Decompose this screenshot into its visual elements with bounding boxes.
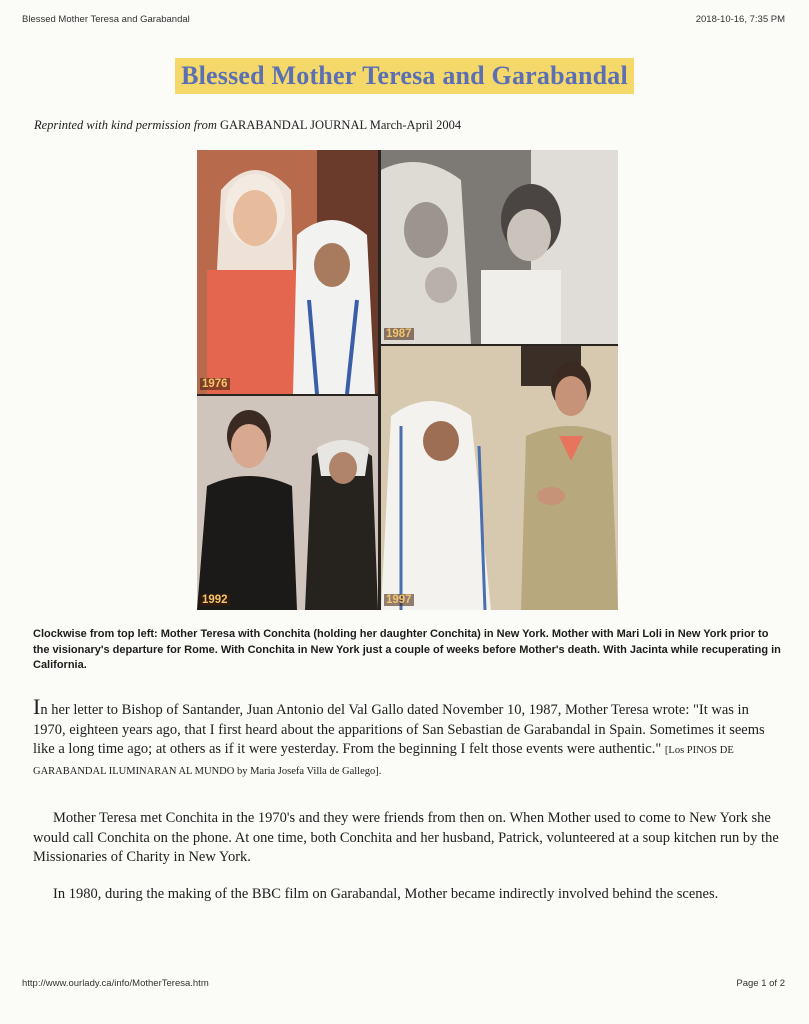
- paragraph-2: Mother Teresa met Conchita in the 1970's and they were friends from then on. When Mother used to come to New York she would call Conchita on the phone. At one time, both Conchita and her husband, Patrick, volunteered at a soup kitchen run by the Missionaries of Charity in New York.: [33, 810, 779, 865]
- photo-bottom-left: [197, 396, 378, 610]
- browser-print-title: Blessed Mother Teresa and Garabandal: [22, 14, 190, 25]
- reprint-source: GARABANDAL JOURNAL March-April 2004: [220, 118, 462, 132]
- paragraph-1-source: [Los PINOS DE GARABANDAL ILUMINARAN AL MUNDO by Maria Josefa Villa de Gallego].: [33, 745, 734, 777]
- photo-year-label: 1997: [386, 594, 412, 606]
- paragraph-3: In 1980, during the making of the BBC film on Garabandal, Mother became indirectly involved behind the scenes.: [53, 886, 719, 902]
- page-number: Page 1 of 2: [736, 978, 785, 989]
- photo-top-left: [197, 150, 378, 394]
- photo-year-label: 1987: [386, 328, 412, 340]
- title-container: [0, 58, 809, 94]
- photo-year-label: 1992: [202, 594, 228, 606]
- page-url: http://www.ourlady.ca/info/MotherTeresa.htm: [22, 978, 209, 989]
- photo-top-right: [381, 150, 618, 344]
- page-title: Blessed Mother Teresa and Garabandal: [175, 58, 634, 94]
- print-timestamp: 2018-10-16, 7:35 PM: [695, 14, 785, 25]
- photo-bottom-right: [381, 346, 618, 610]
- drop-cap: I: [33, 694, 41, 719]
- reprint-intro: Reprinted with kind permission from: [34, 118, 217, 132]
- photo-1987-image: [381, 150, 618, 344]
- photo-collage: [197, 150, 618, 610]
- reprint-credit: [34, 118, 461, 133]
- photo-1976-image: [197, 150, 378, 394]
- paragraph-1-body: n her letter to Bishop of Santander, Juan Antonio del Val Gallo dated November 10, 1987, Mother Teresa wrote: "It was in 1970, eighteen years ago, that I first heard about the apparitions of San Sebastian de Garabandal in Spain. Sometimes it seems like a long time ago; at others as if it were yesterday. From the beginning I felt those events were authentic.": [33, 702, 765, 757]
- photo-1997-image: [381, 346, 618, 610]
- photo-year-label: 1976: [202, 378, 228, 390]
- photo-caption: Clockwise from top left: Mother Teresa with Conchita (holding her daughter Conchita) in New York. Mother with Mari Loli in New York prior to the visionary's departure for Rome. With Conchita in New York just a couple of weeks before Mother's death. With Jacinta while recuperating in California.: [33, 628, 781, 671]
- paragraph-1: [33, 694, 783, 781]
- photo-1992-image: [197, 396, 378, 610]
